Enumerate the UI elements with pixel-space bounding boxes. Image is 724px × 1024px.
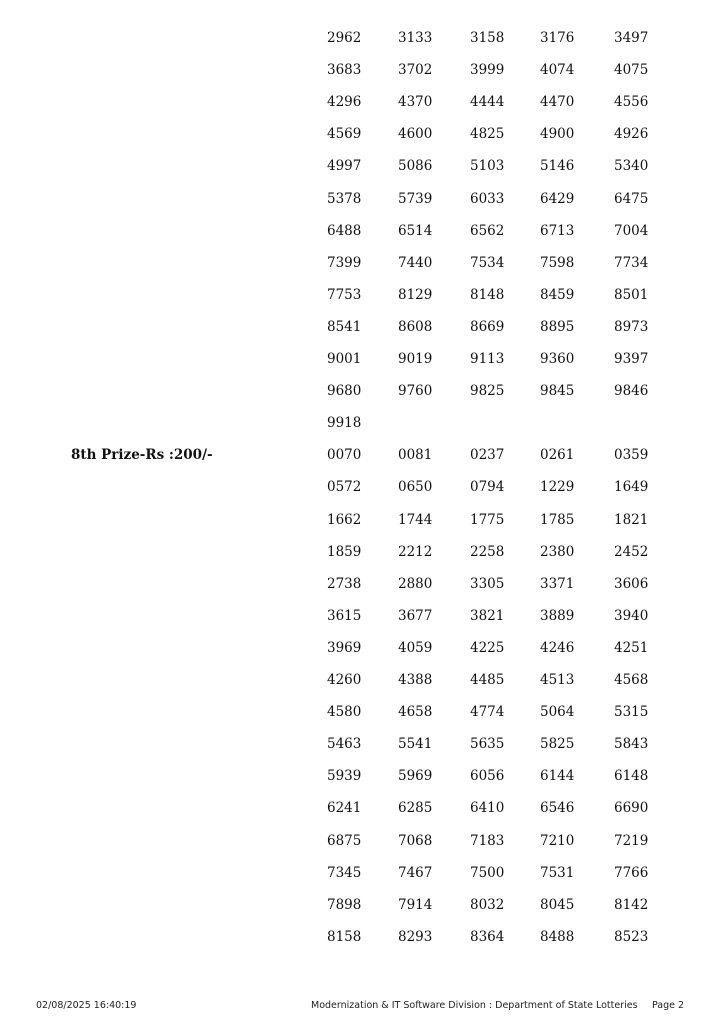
ticket-number: 4569 (327, 126, 362, 142)
ticket-number: 0237 (470, 447, 505, 463)
ticket-number: 4225 (470, 640, 505, 656)
ticket-number: 1775 (470, 512, 505, 528)
ticket-number: 4900 (540, 126, 575, 142)
ticket-number: 8142 (614, 897, 649, 913)
ticket-number: 8045 (540, 897, 575, 913)
ticket-number: 8293 (398, 929, 433, 945)
number-row (0, 255, 724, 287)
ticket-number: 1744 (398, 512, 433, 528)
ticket-number: 6475 (614, 191, 649, 207)
number-row (0, 897, 724, 929)
ticket-number: 8523 (614, 929, 649, 945)
ticket-number: 6713 (540, 223, 575, 239)
ticket-number: 3821 (470, 608, 505, 624)
ticket-number: 4556 (614, 94, 649, 110)
ticket-number: 9680 (327, 383, 362, 399)
ticket-number: 7440 (398, 255, 433, 271)
ticket-number: 3889 (540, 608, 575, 624)
number-row (0, 94, 724, 126)
ticket-number: 7766 (614, 865, 649, 881)
ticket-number: 5843 (614, 736, 649, 752)
footer-timestamp: 02/08/2025 16:40:19 (36, 1000, 137, 1011)
ticket-number: 4388 (398, 672, 433, 688)
ticket-number: 7914 (398, 897, 433, 913)
number-row (0, 383, 724, 415)
ticket-number: 5939 (327, 768, 362, 784)
ticket-number: 2452 (614, 544, 649, 560)
ticket-number: 0081 (398, 447, 433, 463)
ticket-number: 4513 (540, 672, 575, 688)
ticket-number: 8148 (470, 287, 505, 303)
ticket-number: 0572 (327, 479, 362, 495)
number-row (0, 865, 724, 897)
number-row (0, 415, 724, 447)
ticket-number: 9397 (614, 351, 649, 367)
ticket-number: 3158 (470, 30, 505, 46)
ticket-number: 1785 (540, 512, 575, 528)
ticket-number: 7467 (398, 865, 433, 881)
ticket-number: 8364 (470, 929, 505, 945)
ticket-number: 4825 (470, 126, 505, 142)
ticket-number: 6148 (614, 768, 649, 784)
ticket-number: 7068 (398, 833, 433, 849)
ticket-number: 6562 (470, 223, 505, 239)
ticket-number: 8501 (614, 287, 649, 303)
ticket-number: 2258 (470, 544, 505, 560)
ticket-number: 0070 (327, 447, 362, 463)
ticket-number: 3305 (470, 576, 505, 592)
ticket-number: 5825 (540, 736, 575, 752)
ticket-number: 3606 (614, 576, 649, 592)
footer-division: Modernization & IT Software Division : Department of State Lotteries (311, 1000, 638, 1011)
ticket-number: 7219 (614, 833, 649, 849)
ticket-number: 5739 (398, 191, 433, 207)
number-row (0, 544, 724, 576)
ticket-number: 1859 (327, 544, 362, 560)
ticket-number: 4444 (470, 94, 505, 110)
number-row (0, 191, 724, 223)
number-row (0, 319, 724, 351)
ticket-number: 0359 (614, 447, 649, 463)
ticket-number: 6429 (540, 191, 575, 207)
ticket-number: 1662 (327, 512, 362, 528)
ticket-number: 7534 (470, 255, 505, 271)
number-row (0, 223, 724, 255)
number-row (0, 447, 724, 479)
ticket-number: 5064 (540, 704, 575, 720)
number-row (0, 608, 724, 640)
ticket-number: 3969 (327, 640, 362, 656)
ticket-number: 7345 (327, 865, 362, 881)
ticket-number: 4074 (540, 62, 575, 78)
ticket-number: 1229 (540, 479, 575, 495)
ticket-number: 6285 (398, 800, 433, 816)
ticket-number: 4658 (398, 704, 433, 720)
number-row (0, 640, 724, 672)
ticket-number: 7004 (614, 223, 649, 239)
ticket-number: 6514 (398, 223, 433, 239)
ticket-number: 0794 (470, 479, 505, 495)
ticket-number: 3677 (398, 608, 433, 624)
ticket-number: 7399 (327, 255, 362, 271)
ticket-number: 4485 (470, 672, 505, 688)
ticket-number: 4296 (327, 94, 362, 110)
ticket-number: 8158 (327, 929, 362, 945)
ticket-number: 2962 (327, 30, 362, 46)
ticket-number: 4997 (327, 158, 362, 174)
ticket-number: 2212 (398, 544, 433, 560)
ticket-number: 8895 (540, 319, 575, 335)
number-row (0, 351, 724, 383)
ticket-number: 6241 (327, 800, 362, 816)
ticket-number: 3371 (540, 576, 575, 592)
number-row (0, 929, 724, 961)
ticket-number: 9918 (327, 415, 362, 431)
ticket-number: 7598 (540, 255, 575, 271)
ticket-number: 9001 (327, 351, 362, 367)
ticket-number: 7531 (540, 865, 575, 881)
ticket-number: 7898 (327, 897, 362, 913)
ticket-number: 8129 (398, 287, 433, 303)
number-row (0, 30, 724, 62)
ticket-number: 5086 (398, 158, 433, 174)
ticket-number: 4470 (540, 94, 575, 110)
number-row (0, 479, 724, 511)
ticket-number: 6690 (614, 800, 649, 816)
ticket-number: 3702 (398, 62, 433, 78)
number-row (0, 576, 724, 608)
ticket-number: 4370 (398, 94, 433, 110)
ticket-number: 2738 (327, 576, 362, 592)
number-row (0, 287, 724, 319)
ticket-number: 5969 (398, 768, 433, 784)
ticket-number: 4059 (398, 640, 433, 656)
ticket-number: 4774 (470, 704, 505, 720)
ticket-number: 4251 (614, 640, 649, 656)
ticket-number: 6056 (470, 768, 505, 784)
ticket-number: 6410 (470, 800, 505, 816)
ticket-number: 7210 (540, 833, 575, 849)
number-row (0, 158, 724, 190)
ticket-number: 4260 (327, 672, 362, 688)
ticket-number: 8541 (327, 319, 362, 335)
ticket-number: 8608 (398, 319, 433, 335)
ticket-number: 6033 (470, 191, 505, 207)
ticket-number: 4568 (614, 672, 649, 688)
number-row (0, 800, 724, 832)
ticket-number: 8032 (470, 897, 505, 913)
ticket-number: 4580 (327, 704, 362, 720)
number-row (0, 768, 724, 800)
ticket-number: 3683 (327, 62, 362, 78)
prize-category-label: 8th Prize-Rs :200/- (71, 447, 213, 463)
ticket-number: 6875 (327, 833, 362, 849)
ticket-number: 4600 (398, 126, 433, 142)
ticket-number: 6546 (540, 800, 575, 816)
ticket-number: 5315 (614, 704, 649, 720)
ticket-number: 1649 (614, 479, 649, 495)
ticket-number: 7500 (470, 865, 505, 881)
ticket-number: 3497 (614, 30, 649, 46)
ticket-number: 9846 (614, 383, 649, 399)
number-row (0, 736, 724, 768)
ticket-number: 3940 (614, 608, 649, 624)
ticket-number: 5103 (470, 158, 505, 174)
ticket-number: 3999 (470, 62, 505, 78)
ticket-number: 9825 (470, 383, 505, 399)
number-row (0, 704, 724, 736)
ticket-number: 4926 (614, 126, 649, 142)
ticket-number: 7734 (614, 255, 649, 271)
ticket-number: 5463 (327, 736, 362, 752)
ticket-number: 5378 (327, 191, 362, 207)
number-row (0, 62, 724, 94)
ticket-number: 9113 (470, 351, 505, 367)
ticket-number: 3615 (327, 608, 362, 624)
ticket-number: 5146 (540, 158, 575, 174)
ticket-number: 4075 (614, 62, 649, 78)
ticket-number: 9360 (540, 351, 575, 367)
ticket-number: 7753 (327, 287, 362, 303)
number-row (0, 512, 724, 544)
ticket-number: 1821 (614, 512, 649, 528)
ticket-number: 8973 (614, 319, 649, 335)
ticket-number: 9019 (398, 351, 433, 367)
ticket-number: 6488 (327, 223, 362, 239)
ticket-number: 0650 (398, 479, 433, 495)
ticket-number: 8459 (540, 287, 575, 303)
ticket-number: 3133 (398, 30, 433, 46)
footer-page-number: Page 2 (652, 1000, 685, 1011)
ticket-number: 0261 (540, 447, 575, 463)
ticket-number: 2380 (540, 544, 575, 560)
ticket-number: 8669 (470, 319, 505, 335)
ticket-number: 5541 (398, 736, 433, 752)
ticket-number: 2880 (398, 576, 433, 592)
number-row (0, 126, 724, 158)
number-row (0, 833, 724, 865)
ticket-number: 9845 (540, 383, 575, 399)
number-row (0, 672, 724, 704)
ticket-number: 5635 (470, 736, 505, 752)
ticket-number: 8488 (540, 929, 575, 945)
ticket-number: 9760 (398, 383, 433, 399)
ticket-number: 4246 (540, 640, 575, 656)
ticket-number: 3176 (540, 30, 575, 46)
ticket-number: 7183 (470, 833, 505, 849)
ticket-number: 5340 (614, 158, 649, 174)
ticket-number: 6144 (540, 768, 575, 784)
